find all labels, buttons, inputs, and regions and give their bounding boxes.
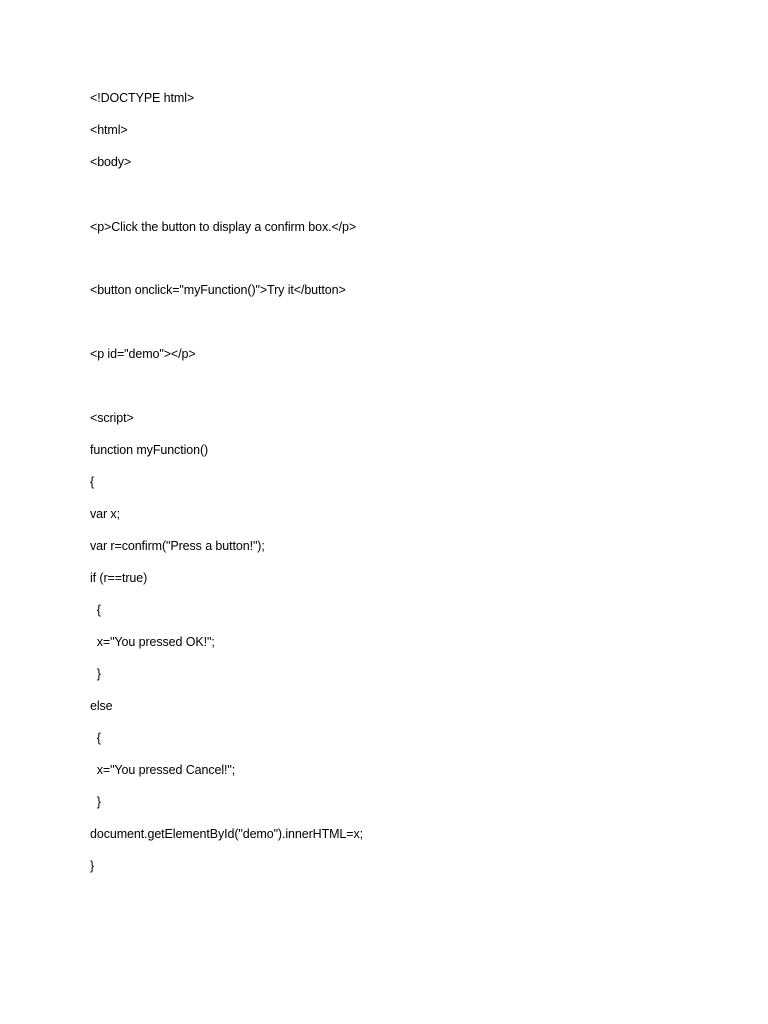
code-line: document.getElementById("demo").innerHTML=x; — [90, 827, 363, 841]
code-line: <script> — [90, 411, 134, 425]
code-line: x="You pressed OK!"; — [90, 635, 215, 649]
code-line: function myFunction() — [90, 443, 209, 457]
code-line: x="You pressed Cancel!"; — [90, 763, 236, 777]
code-line: <p id="demo"></p> — [90, 347, 196, 361]
code-line: } — [90, 795, 101, 809]
code-line: <html> — [90, 123, 128, 137]
code-line: <button onclick="myFunction()">Try it</button> — [90, 283, 346, 297]
code-line: if (r==true) — [90, 571, 148, 585]
code-line: <p>Click the button to display a confirm box.</p> — [90, 220, 357, 234]
code-line: <!DOCTYPE html> — [90, 91, 195, 105]
code-line: var r=confirm("Press a button!"); — [90, 539, 265, 553]
code-line: } — [90, 859, 95, 873]
code-line: else — [90, 699, 113, 713]
code-line: var x; — [90, 507, 120, 521]
code-line: <body> — [90, 155, 132, 169]
code-line: { — [90, 475, 95, 489]
code-line: { — [90, 731, 101, 745]
code-line: } — [90, 667, 101, 681]
code-line: { — [90, 603, 101, 617]
